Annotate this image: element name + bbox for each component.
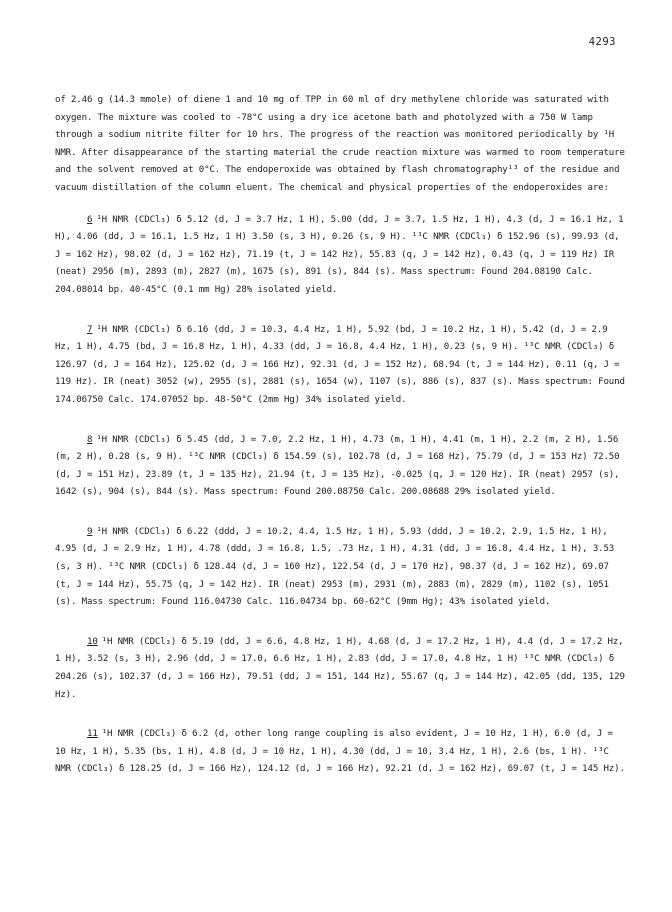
page-number: 4293 [588,36,616,48]
compound-data: ¹H NMR (CDCl₃) δ 5.19 (dd, J = 6.6, 4.8 Hz, 1 H), 4.68 (d, J = 17.2 Hz, 1 H), 4.4 (d, J = 17.2 Hz, 1 H), 3.52 (s, 3 H), 2.96 (dd, J = 17.0, 6.6 Hz, 1 H), 2.83 (dd, J = 17.0, 4.8 Hz, 1 H) ¹³C NMR (CDCl₃) δ 204.26 (s), 102.37 (d, J = 166 Hz), 79.51 (dd, J = 151, 144 Hz), 55.67 (q, J = 144 Hz), 42.05 (dd, 135, 129 Hz). [55,636,625,700]
compound-number: 8 [87,434,93,445]
compound-data: ¹H NMR (CDCl₃) δ 6.2 (d, other long range coupling is also evident, J = 10 Hz, 1 H), 6.0 (d, J = 10 Hz, 1 H), 5.35 (bs, 1 H), 4.8 (d, J = 10 Hz, 1 H), 4.30 (dd, J = 10, 3.4 Hz, 1 H), 2.6 (bs, 1 H). ¹³C NMR (CDCl₃) δ 128.25 (d, J = 166 Hz), 124.12 (d, J = 166 Hz), 92.21 (d, J = 162 Hz), 69.07 (t, J = 145 Hz). [55,729,625,775]
main-text [55,92,625,801]
compound-number: 7 [87,324,93,335]
compound-6-entry [55,212,625,300]
compound-data: ¹H NMR (CDCl₃) δ 5.12 (d, J = 3.7 Hz, 1 H), 5.00 (dd, J = 3.7, 1.5 Hz, 1 H), 4.3 (d, J = 16.1 Hz, 1 H), 4.06 (dd, J = 16.1, 1.5 Hz, 1 H) 3.50 (s, 3 H), 0.26 (s, 9 H). ¹³C NMR (CDCl₃) δ 152.96 (s), 99.93 (d, J = 162 Hz), 98.02 (d, J = 162 Hz), 71.19 (t, J = 142 Hz), 55.83 (q, J = 142 Hz), 0.43 (q, J = 119 Hz) IR (neat) 2956 (m), 2893 (m), 2827 (m), 1675 (s), 891 (s), 844 (s). Mass spectrum: Found 204.08190 Calc. 204.08014 bp. 40-45°C (0.1 mm Hg) 28% isolated yield. [55,214,624,295]
compound-7-entry [55,322,625,410]
compound-10-entry [55,634,625,704]
compound-data: ¹H NMR (CDCl₃) δ 5.45 (dd, J = 7.0, 2.2 Hz, 1 H), 4.73 (m, 1 H), 4.41 (m, 1 H), 2.2 (m, 2 H), 1.56 (m, 2 H), 0.28 (s, 9 H). ¹³C NMR (CDCl₃) δ 154.59 (s), 102.78 (d, J = 168 Hz), 75.79 (d, J = 153 Hz) 72.50 (d, J = 151 Hz), 23.89 (t, J = 135 Hz), 21.94 (t, J = 135 Hz), -0.025 (q, J = 120 Hz). IR (neat) 2957 (s), 1642 (s), 904 (s), 844 (s). Mass spectrum: Found 200.08750 Calc. 200.08688 29% isolated yield. [55,434,620,498]
compound-number: 9 [87,526,93,537]
compound-9-entry [55,524,625,612]
compound-data: ¹H NMR (CDCl₃) δ 6.16 (dd, J = 10.3, 4.4 Hz, 1 H), 5.92 (bd, J = 10.2 Hz, 1 H), 5.42 (d, J = 2.9 Hz, 1 H), 4.75 (bd, J = 16.8 Hz, 1 H), 4.33 (dd, J = 16.8, 4.4 Hz, 1 H), 0.23 (s, 9 H). ¹³C NMR (CDCl₃) δ 126.97 (d, J = 164 Hz), 125.02 (d, J = 166 Hz), 92.31 (d, J = 152 Hz), 68.94 (t, J = 144 Hz), 0.11 (q, J = 119 Hz). IR (neat) 3052 (w), 2955 (s), 2881 (s), 1654 (w), 1107 (s), 886 (s), 837 (s). Mass spectrum: Found 174.06750 Calc. 174.07052 bp. 48-50°C (2mm Hg) 34% isolated yield. [55,324,625,405]
compound-8-entry [55,432,625,502]
compound-data: ¹H NMR (CDCl₃) δ 6.22 (ddd, J = 10.2, 4.4, 1.5 Hz, 1 H), 5.93 (ddd, J = 10.2, 2.9, 1.5 Hz, 1 H), 4.95 (d, J = 2.9 Hz, 1 H), 4.78 (ddd, J = 16.8, 1.5, .73 Hz, 1 H), 4.31 (dd, J = 16.8, 4.4 Hz, 1 H), 3.53 (s, 3 H). ¹³C NMR (CDCl₃) δ 128.44 (d, J = 160 Hz), 122.54 (d, J = 170 Hz), 98.37 (d, J = 162 Hz), 69.07 (t, J = 144 Hz), 55.75 (q, J = 142 Hz). IR (neat) 2953 (m), 2931 (m), 2883 (m), 2829 (m), 1102 (s), 1051 (s). Mass spectrum: Found 116.04730 Calc. 116.04734 bp. 60-62°C (9mm Hg); 43% isolated yield. [55,526,615,608]
intro-paragraph: of 2.46 g (14.3 mmole) of diene 1 and 10 mg of TPP in 60 ml of dry methylene chloride was saturated with oxygen. The mixture was cooled to -78°C using a dry ice acetone bath and photolyzed with a 750 W lamp through a sodium nitrite filter for 10 hrs. The progress of the reaction was monitored periodically by ¹H NMR. After disappearance of the starting material the crude reaction mixture was warmed to room temperature and the solvent removed at 0°C. The endoperoxide was obtained by flash chromatography¹³ of the residue and vacuum distillation of the column eluent. The chemical and physical properties of the endoperoxides are: [55,95,625,193]
compound-number: 11 [87,729,98,740]
compound-11-entry [55,726,625,779]
compound-number: 10 [87,636,98,647]
compound-number: 6 [87,214,93,225]
